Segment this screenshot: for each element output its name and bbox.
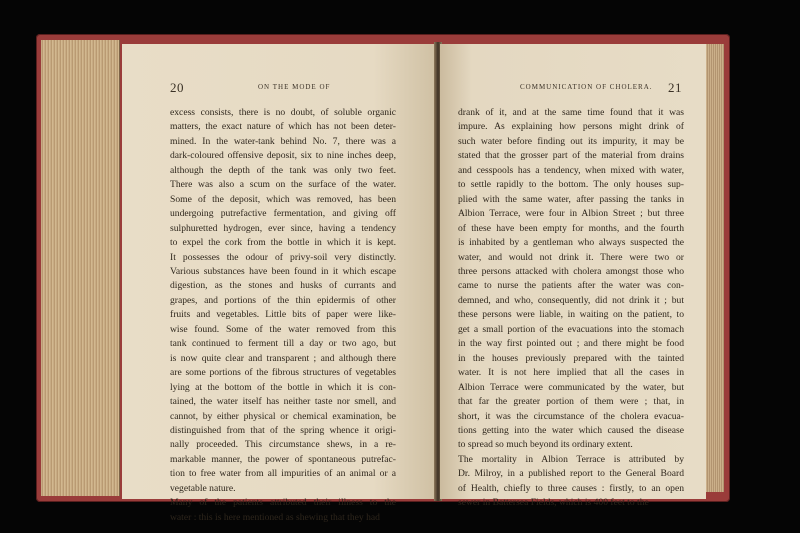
text-line: tained, the water itself has neither taste nor smell, and: [170, 396, 396, 408]
text-line: tank continued to ferment till a day or two ago, but: [170, 338, 396, 350]
text-line: water, and would not drink it. There were two or: [458, 251, 684, 263]
text-line: of these have been empty for months, and the fourth: [458, 222, 684, 234]
text-line: that far the greater portion of them were ; that, in: [458, 396, 684, 408]
text-line: Many of the patients attributed their illness to the: [170, 497, 396, 509]
text-line: is inhabited by a gentleman who always suspected the: [458, 237, 684, 249]
text-line: such water before finding out its impurity, it may be: [458, 135, 684, 147]
text-line: Albion Terrace were communicated by the water, but: [458, 381, 684, 393]
text-line: short, it was the circumstance of the cholera evacua-: [458, 410, 684, 422]
text-line: tions getting into the water which caused the disease: [458, 424, 684, 436]
text-line: The mortality in Albion Terrace is attributed by: [458, 453, 684, 465]
open-book: [36, 34, 730, 523]
text-line: impure. As explaining how persons might drink of: [458, 121, 684, 133]
text-line: sulphuretted hydrogen, ever since, having a tendency: [170, 222, 396, 234]
text-line: stated that the grosser part of the material from drains: [458, 150, 684, 162]
text-line: cannot, by either physical or chemical examination, be: [170, 410, 396, 422]
text-line: vegetable nature.: [170, 482, 236, 494]
text-line: undergoing putrefactive fermentation, and giving off: [170, 208, 396, 220]
text-line: in the houses previously prepared with the tainted: [458, 352, 684, 364]
text-line: dark-coloured offensive deposit, six to nine inches deep,: [170, 150, 396, 162]
text-line: of Health, chiefly to three causes : firstly, to an open: [458, 482, 684, 494]
text-line: to settle rapidly to the bottom. The only houses sup-: [458, 179, 684, 191]
left-page-text: [170, 106, 396, 525]
text-line: plied with the same water, after passing the tanks in: [458, 193, 684, 205]
text-line: excess consists, there is no doubt, of soluble organic: [170, 107, 396, 118]
text-line: Various substances have been found in it which escape: [170, 265, 396, 277]
right-page-number: 21: [668, 80, 682, 95]
text-line: in the way first pointed out ; and there might be food: [458, 338, 684, 350]
text-line: drank of it, and at the same time found that it was: [458, 107, 684, 118]
text-line: water : this is here mentioned as shewing that they had: [170, 511, 380, 523]
page-edges-right: [704, 44, 724, 492]
right-page-text: [458, 106, 684, 511]
text-line: to spread so much beyond its ordinary extent.: [458, 439, 633, 451]
text-line: There was also a scum on the surface of the water.: [170, 179, 396, 191]
text-line: tion to free water from all impurities of an animal or a: [170, 468, 396, 480]
text-line: It possesses the odour of privy-soil very distinctly.: [170, 251, 396, 263]
text-line: Albion Terrace, were four in Albion Street ; but three: [458, 208, 684, 220]
left-page: [122, 44, 436, 523]
text-line: Some of the deposit, which was removed, has been: [170, 193, 396, 205]
text-line: these persons were liable, in waiting on the patient, to: [458, 309, 684, 321]
text-line: distinguished from that of the spring whence it origi-: [170, 424, 396, 436]
text-line: are some portions of the fibrous structures of vegetables: [170, 367, 396, 379]
text-line: and cesspools has a tendency, when mixed with water,: [458, 164, 684, 176]
right-running-head: COMMUNICATION OF CHOLERA.: [520, 83, 653, 91]
text-line: water. It is not here implied that all the cases in: [458, 367, 684, 379]
text-line: mined. In the water-tank behind No. 7, there was a: [170, 135, 396, 147]
text-line: markable manner, the power of spontaneous putrefac-: [170, 453, 396, 465]
text-line: fruits and vegetables. Little bits of paper were like-: [170, 309, 396, 321]
text-line: to expel the cork from the bottle in which it is kept.: [170, 237, 396, 249]
page-edges-left: [41, 40, 120, 496]
text-line: is now quite clear and transparent ; and although there: [170, 352, 396, 364]
text-line: demned, and who, consequently, did not drink it ; but: [458, 294, 684, 306]
text-line: grapes, and portions of the thin epidermis of other: [170, 294, 396, 306]
text-line: although the depth of the tank was only two feet.: [170, 164, 396, 176]
text-line: came to nurse the patients after the water was con-: [458, 280, 684, 292]
text-line: nally proceeded. This circumstance shews, in a re-: [170, 439, 396, 451]
text-line: get a small portion of the evacuations into the stomach: [458, 323, 684, 335]
text-line: Dr. Milroy, in a published report to the General Board: [458, 468, 684, 480]
left-page-number: 20: [170, 80, 184, 95]
text-line: digestion, as the stones and husks of currants and: [170, 280, 396, 292]
left-running-head: ON THE MODE OF: [258, 83, 331, 91]
text-line: three persons attacked with cholera amongst those who: [458, 265, 684, 277]
text-line: wise found. Some of the water removed from this: [170, 323, 396, 335]
right-page: [440, 44, 706, 509]
text-line: sewer in Battersea Fields, which is 400 feet to the: [458, 497, 649, 509]
text-line: lying at the bottom of the bottle in which it is con-: [170, 381, 396, 393]
text-line: matters, the exact nature of which has not been deter-: [170, 121, 396, 133]
